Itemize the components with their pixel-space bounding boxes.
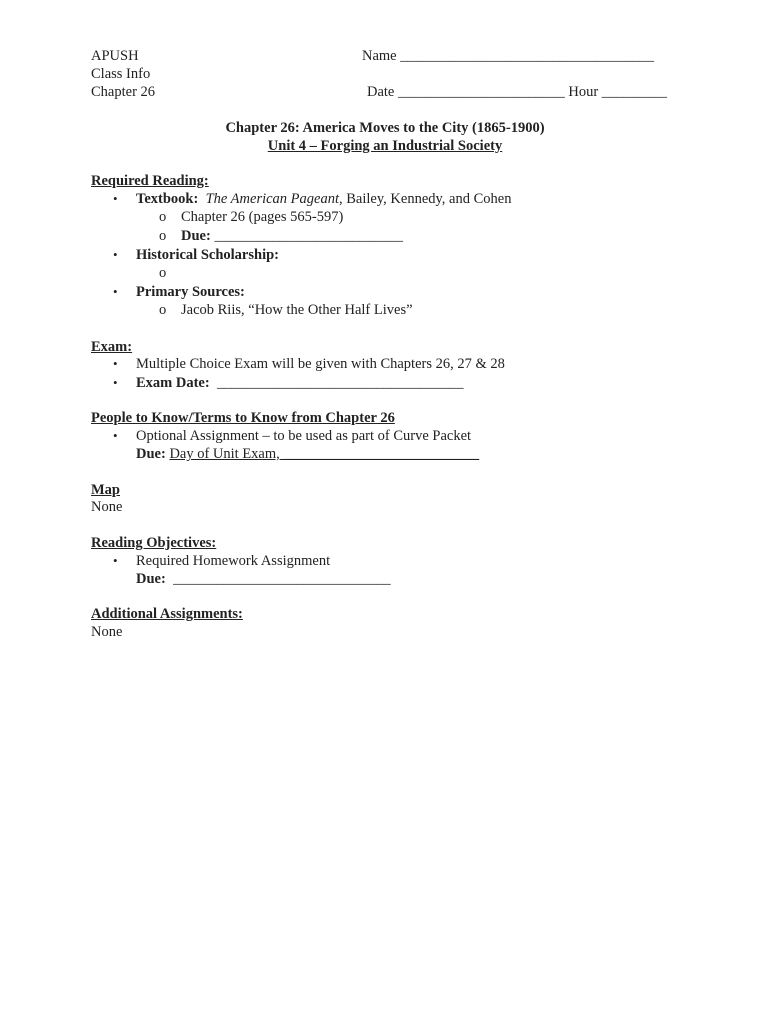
objectives-due-line [136, 570, 391, 588]
people-due-line [136, 445, 479, 463]
textbook-authors: , Bailey, Kennedy, and Cohen [339, 191, 512, 207]
textbook-line [136, 190, 511, 208]
bullet-icon: • [113, 284, 118, 299]
exam-item: Multiple Choice Exam will be given with Chapters 26, 27 & 28 [136, 356, 505, 372]
textbook-title: The American Pageant [205, 191, 339, 207]
reading-due-line [181, 227, 403, 245]
bullet-icon: • [113, 247, 118, 262]
exam-date-blank: __________________________________ [216, 375, 464, 391]
bullet-icon: • [113, 356, 118, 371]
exam-heading: Exam: [91, 339, 133, 355]
people-due-value: Day of Unit Exam, ___________________________ [169, 446, 480, 462]
historical-scholarship-label: Historical Scholarship: [136, 247, 279, 263]
reading-due-label: Due: [181, 228, 211, 244]
bullet-icon: • [113, 553, 118, 568]
people-terms-heading: People to Know/Terms to Know from Chapter 26 [91, 410, 395, 426]
map-heading: Map [91, 482, 120, 498]
map-value: None [91, 499, 123, 515]
name-line: Name ___________________________________ [362, 48, 654, 64]
course-label: APUSH [91, 48, 139, 64]
reading-objectives-heading: Reading Objectives: [91, 535, 217, 551]
additional-assignments-heading: Additional Assignments: [91, 606, 243, 622]
bullet-icon: • [113, 428, 118, 443]
reading-due-blank: __________________________ [214, 228, 403, 244]
sub-bullet-icon: o [159, 209, 167, 225]
textbook-label: Textbook: [136, 191, 199, 207]
people-due-label: Due: [136, 446, 166, 462]
homework-assignment-item: Required Homework Assignment [136, 553, 331, 569]
class-info-label: Class Info [91, 66, 151, 82]
bullet-icon: • [113, 191, 118, 206]
objectives-due-label: Due: [136, 571, 166, 587]
objectives-due-blank: ______________________________ [173, 571, 391, 587]
sub-bullet-icon: o [159, 265, 167, 281]
primary-sources-label: Primary Sources: [136, 284, 245, 300]
optional-assignment-item: Optional Assignment – to be used as part of Curve Packet [136, 428, 472, 444]
chapter-pages: Chapter 26 (pages 565-597) [181, 209, 344, 225]
exam-date-line [136, 374, 463, 392]
additional-assignments-value: None [91, 624, 123, 640]
primary-source-item: Jacob Riis, “How the Other Half Lives” [181, 302, 413, 318]
required-reading-heading: Required Reading: [91, 173, 209, 189]
exam-date-label: Exam Date: [136, 375, 210, 391]
chapter-label: Chapter 26 [91, 84, 156, 100]
unit-subtitle: Unit 4 – Forging an Industrial Society [267, 138, 503, 154]
page-title: Chapter 26: America Moves to the City (1865-1900) [225, 120, 545, 136]
date-hour-line: Date _______________________ Hour _________ [367, 84, 668, 100]
sub-bullet-icon: o [159, 228, 167, 244]
sub-bullet-icon: o [159, 302, 167, 318]
bullet-icon: • [113, 375, 118, 390]
